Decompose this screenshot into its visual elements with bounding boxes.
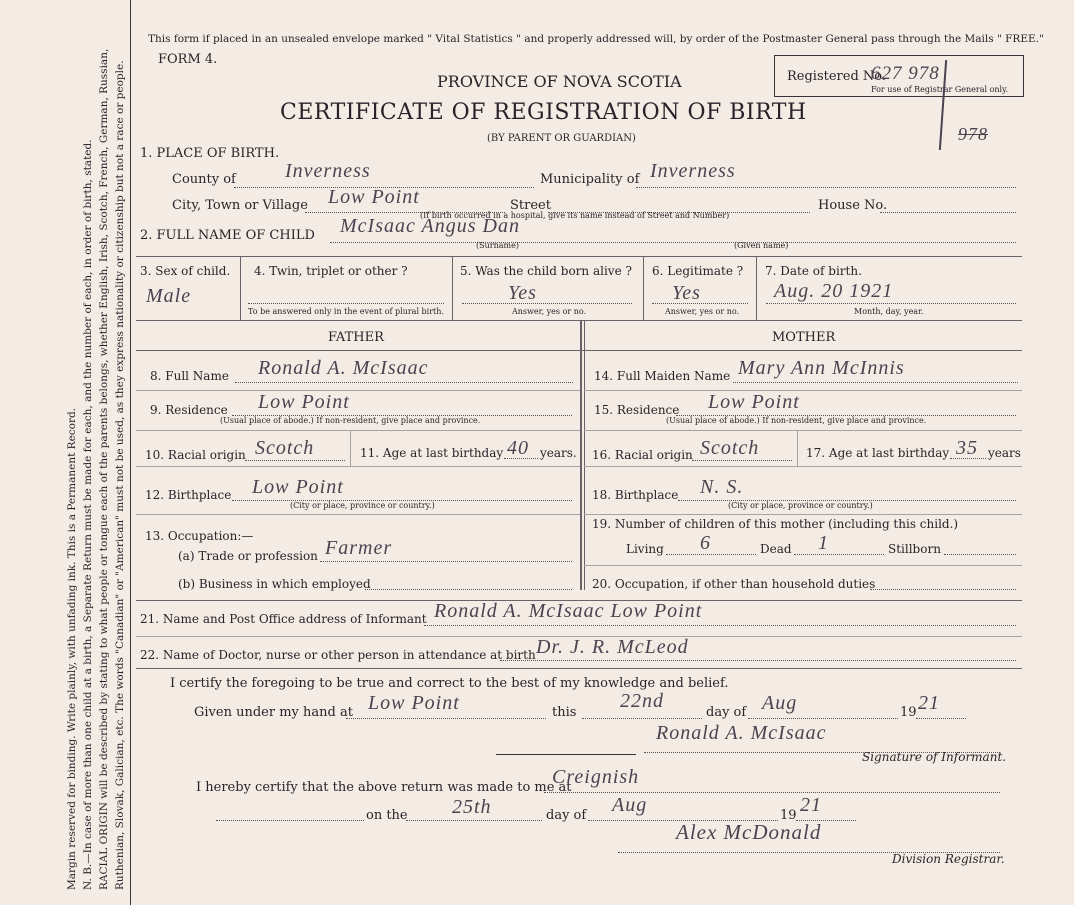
living-label: Living [626, 542, 664, 556]
father-heading: FATHER [328, 330, 384, 345]
registered-value: 627 978 [871, 63, 940, 84]
father-age-label: 11. Age at last birthday [360, 446, 504, 460]
mother-residence-value: Low Point [708, 391, 800, 413]
mother-age-label: 17. Age at last birthday [806, 446, 950, 460]
father-residence-label: 9. Residence [150, 403, 228, 417]
certify-day-of: day of [706, 705, 747, 720]
doctor-label: 22. Name of Doctor, nurse or other person in attendance at birth [140, 648, 536, 662]
registrar-day: 25th [452, 796, 492, 818]
legit-note: Answer, yes or no. [665, 307, 740, 316]
father-trade-value: Farmer [325, 537, 393, 559]
mail-note: This form if placed in an unsealed envelope marked " Vital Statistics " and properly addressed will, by order of the Postmaster General pass through the Mails " FREE." [148, 33, 1044, 45]
stillborn-label: Stillborn [888, 542, 941, 556]
this-label: this [552, 705, 577, 720]
registrar-place: Creignish [552, 766, 640, 788]
father-years: years. [540, 446, 577, 460]
hospital-note: (If birth occurred in a hospital, give its name instead of Street and Number) [420, 211, 730, 220]
certify-statement: I certify the foregoing to be true and correct to the best of my knowledge and belief. [170, 676, 729, 691]
alive-label: 5. Was the child born alive ? [460, 264, 632, 278]
child-name-value: McIsaac Angus Dan [340, 215, 520, 237]
legit-label: 6. Legitimate ? [652, 264, 744, 278]
father-trade-label: (a) Trade or profession [178, 549, 318, 563]
sex-label: 3. Sex of child. [140, 264, 231, 278]
father-racial-label: 10. Racial origin [145, 448, 246, 462]
legit-value: Yes [672, 282, 701, 304]
registrar-note: For use of Registrar General only. [871, 85, 1009, 94]
given-place: Low Point [368, 692, 460, 714]
dob-label: 7. Date of birth. [765, 264, 862, 278]
father-residence-value: Low Point [258, 391, 350, 413]
given-label: Given under my hand at [194, 705, 353, 720]
father-birthplace-label: 12. Birthplace [145, 488, 232, 502]
dead-label: Dead [760, 542, 792, 556]
municipality-label: Municipality of [540, 172, 640, 187]
father-birthplace-value: Low Point [252, 476, 344, 498]
twin-label: 4. Twin, triplet or other ? [254, 264, 408, 278]
dob-note: Month, day, year. [854, 307, 924, 316]
street-label: Street [510, 198, 551, 213]
informant-value: Ronald A. McIsaac Low Point [434, 600, 703, 622]
mother-racial-value: Scotch [700, 437, 760, 459]
twin-note: To be answered only in the event of plural birth. [248, 307, 444, 316]
margin-note-4: Ruthenian, Slovak, Galician, etc. The words "Canadian" or "American" must not be used, as they express nationality or citizenship but not a race or people. [114, 60, 126, 890]
dead-value: 1 [818, 532, 829, 554]
mother-birthplace-note: (City or place, province or country.) [728, 501, 873, 510]
mother-children-label: 19. Number of children of this mother (including this child.) [592, 517, 959, 531]
margin-note-1: Margin reserved for binding. Write plainly, with unfading ink. This is a Permanent Record. [66, 407, 78, 890]
sex-value: Male [146, 285, 192, 307]
informant-label: 21. Name and Post Office address of Informant [140, 612, 427, 626]
mother-name-label: 14. Full Maiden Name [594, 369, 731, 383]
place-of-birth-label: 1. PLACE OF BIRTH. [140, 146, 280, 161]
page-subtitle: (BY PARENT OR GUARDIAN) [487, 133, 636, 144]
county-value: Inverness [285, 160, 371, 182]
father-age-value: 40 [507, 437, 529, 459]
father-name-label: 8. Full Name [150, 369, 229, 383]
mother-heading: MOTHER [772, 330, 836, 345]
city-value: Low Point [328, 186, 420, 208]
province-heading: PROVINCE OF NOVA SCOTIA [437, 72, 682, 91]
registrar-month: Aug [612, 794, 648, 816]
living-value: 6 [700, 532, 711, 554]
registrar-day-of: day of [546, 808, 587, 823]
municipality-value: Inverness [650, 160, 736, 182]
county-label: County of [172, 172, 236, 187]
mother-age-value: 35 [956, 437, 978, 459]
margin-note-2: N. B.—In case of more than one child at a birth, a Separate Return must be made for each, and the number of each, in order of birth, stated. [82, 139, 94, 890]
certify-year-prefix: 19 [900, 705, 917, 720]
alive-note: Answer, yes or no. [512, 307, 587, 316]
registrar-on-the: on the [366, 808, 408, 823]
registrar-signature: Alex McDonald [676, 820, 822, 844]
margin-number: 978 [958, 124, 988, 144]
registrar-statement: I hereby certify that the above return was made to me at [196, 780, 572, 795]
mother-residence-note: (Usual place of abode.) If non-resident, give place and province. [666, 416, 927, 425]
city-label: City, Town or Village [172, 198, 308, 213]
margin-rule [130, 0, 131, 905]
registered-box [774, 55, 1024, 97]
certify-year: 21 [918, 692, 940, 714]
father-residence-note: (Usual place of abode.) If non-resident, give place and province. [220, 416, 481, 425]
registered-label: Registered No. [787, 69, 887, 84]
form-number: FORM 4. [158, 52, 218, 67]
mother-name-value: Mary Ann McInnis [738, 357, 905, 379]
surname-note: (Surname) [476, 241, 519, 250]
given-name-note: (Given name) [734, 241, 789, 250]
father-racial-value: Scotch [255, 437, 315, 459]
registrar-signature-label: Division Registrar. [892, 852, 1005, 866]
dob-value: Aug. 20 1921 [774, 280, 894, 302]
mother-birthplace-label: 18. Birthplace [592, 488, 679, 502]
child-name-label: 2. FULL NAME OF CHILD [140, 228, 315, 243]
mother-residence-label: 15. Residence [594, 403, 680, 417]
house-label: House No. [818, 198, 888, 213]
margin-note-3: RACIAL ORIGIN will be described by stating to what people or tongue each of the parents belongs, whether English, Irish, Scotch, French, German, Russian, [98, 48, 110, 890]
father-business-label: (b) Business in which employed [178, 577, 371, 591]
mother-birthplace-value: N. S. [700, 476, 744, 498]
doctor-value: Dr. J. R. McLeod [536, 636, 689, 658]
alive-value: Yes [508, 282, 537, 304]
father-name-value: Ronald A. McIsaac [258, 357, 429, 379]
father-occupation-label: 13. Occupation:— [145, 529, 254, 543]
page-title: CERTIFICATE OF REGISTRATION OF BIRTH [280, 100, 807, 125]
registrar-year: 21 [800, 794, 822, 816]
mother-occupation-label: 20. Occupation, if other than household duties [592, 577, 876, 591]
certify-month: Aug [762, 692, 798, 714]
informant-signature-label: Signature of Informant. [862, 750, 1007, 764]
certify-day: 22nd [620, 690, 664, 712]
informant-signature: Ronald A. McIsaac [656, 722, 827, 744]
mother-years: years [988, 446, 1021, 460]
mother-racial-label: 16. Racial origin [592, 448, 693, 462]
father-birthplace-note: (City or place, province or country.) [290, 501, 435, 510]
registrar-year-prefix: 19 [780, 808, 797, 823]
